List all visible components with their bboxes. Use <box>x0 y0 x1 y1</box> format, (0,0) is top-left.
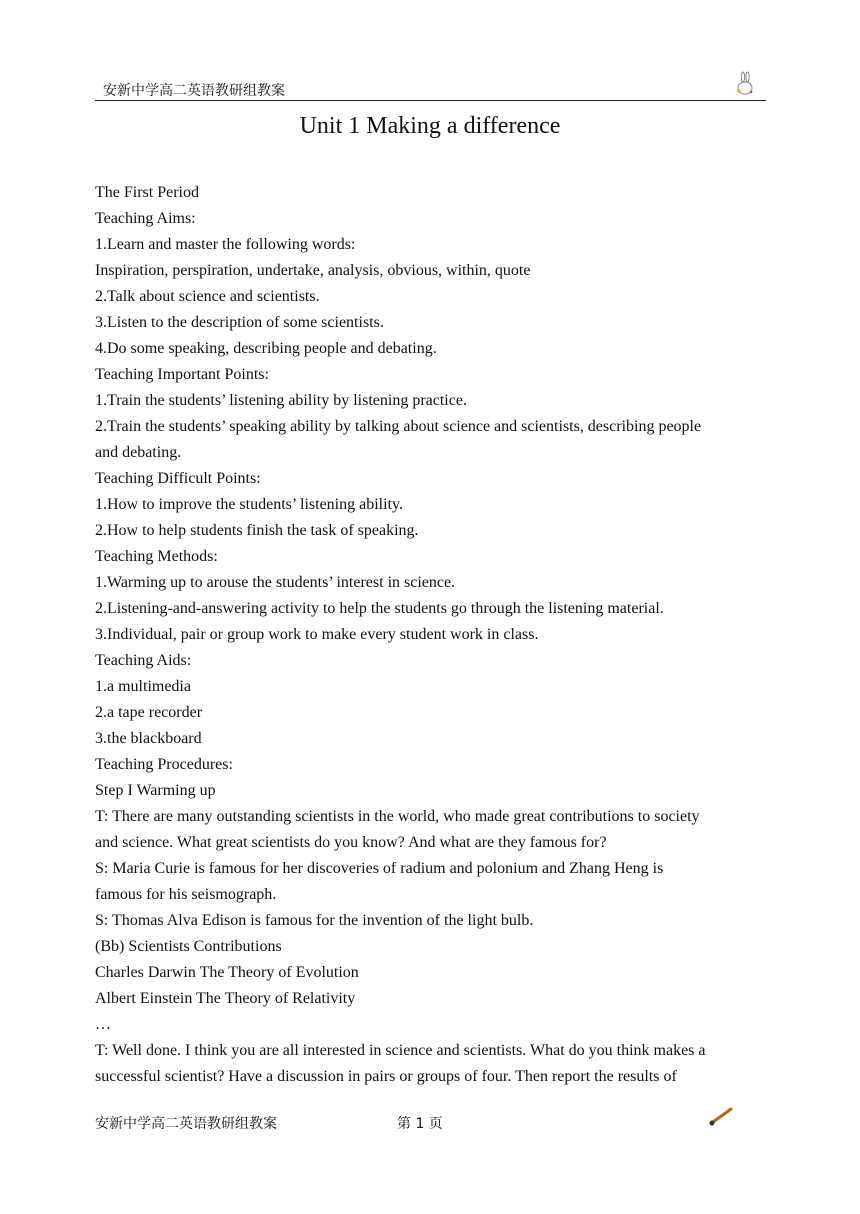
text-line: 1.Train the students’ listening ability by listening practice. <box>95 392 467 409</box>
text-line: 3.the blackboard <box>95 730 202 747</box>
text-line: (Bb) Scientists Contributions <box>95 938 282 955</box>
text-line: 2.How to help students finish the task of speaking. <box>95 522 419 539</box>
header-text: 安新中学高二英语教研组教案 <box>103 83 285 99</box>
text-line: T: There are many outstanding scientists in the world, who made great contributions to society <box>95 808 700 825</box>
text-line: Charles Darwin The Theory of Evolution <box>95 964 359 981</box>
text-line: 1.Warming up to arouse the students’ interest in science. <box>95 574 456 591</box>
text-line: 2.a tape recorder <box>95 704 203 721</box>
text-line: 1.Learn and master the following words: <box>95 236 356 253</box>
text-line: Teaching Difficult Points: <box>95 470 261 487</box>
text-line: S: Thomas Alva Edison is famous for the invention of the light bulb. <box>95 912 534 929</box>
text-line: Teaching Aims: <box>95 210 196 227</box>
text-line: famous for his seismograph. <box>95 886 277 903</box>
text-line: 4.Do some speaking, describing people and debating. <box>95 340 437 357</box>
text-line: Albert Einstein The Theory of Relativity <box>95 990 356 1007</box>
text-line: Teaching Important Points: <box>95 366 269 383</box>
text-line: Teaching Aids: <box>95 652 192 669</box>
text-line: and science. What great scientists do you know? And what are they famous for? <box>95 834 607 851</box>
footer-text: 安新中学高二英语教研组教案 <box>95 1116 277 1132</box>
text-line: Teaching Methods: <box>95 548 218 565</box>
text-line: and debating. <box>95 444 182 461</box>
text-line: 2.Talk about science and scientists. <box>95 288 320 305</box>
rabbit-logo-icon <box>732 71 758 97</box>
text-line: 2.Train the students’ speaking ability by talking about science and scientists, describing people <box>95 418 702 435</box>
text-line: 2.Listening-and-answering activity to help the students go through the listening material. <box>95 600 664 617</box>
text-line: Inspiration, perspiration, undertake, analysis, obvious, within, quote <box>95 262 531 279</box>
page-number: 第 1 页 <box>397 1116 443 1132</box>
document-title: Unit 1 Making a difference <box>299 113 561 139</box>
document-body <box>95 180 767 1090</box>
page-footer <box>95 1110 766 1134</box>
pen-icon <box>707 1104 735 1128</box>
text-line: The First Period <box>95 184 199 201</box>
text-line: Teaching Procedures: <box>95 756 233 773</box>
text-line: 3.Listen to the description of some scientists. <box>95 314 384 331</box>
text-line: 1.a multimedia <box>95 678 191 695</box>
text-line: successful scientist? Have a discussion in pairs or groups of four. Then report the results of <box>95 1068 677 1085</box>
text-line: S: Maria Curie is famous for her discoveries of radium and polonium and Zhang Heng is <box>95 860 664 877</box>
text-line: 1.How to improve the students’ listening ability. <box>95 496 403 513</box>
text-line: T: Well done. I think you are all interested in science and scientists. What do you think makes a <box>95 1042 706 1059</box>
text-line: 3.Individual, pair or group work to make every student work in class. <box>95 626 539 643</box>
text-line: Step I Warming up <box>95 782 216 799</box>
text-line: … <box>95 1016 111 1033</box>
page-header <box>95 70 766 101</box>
